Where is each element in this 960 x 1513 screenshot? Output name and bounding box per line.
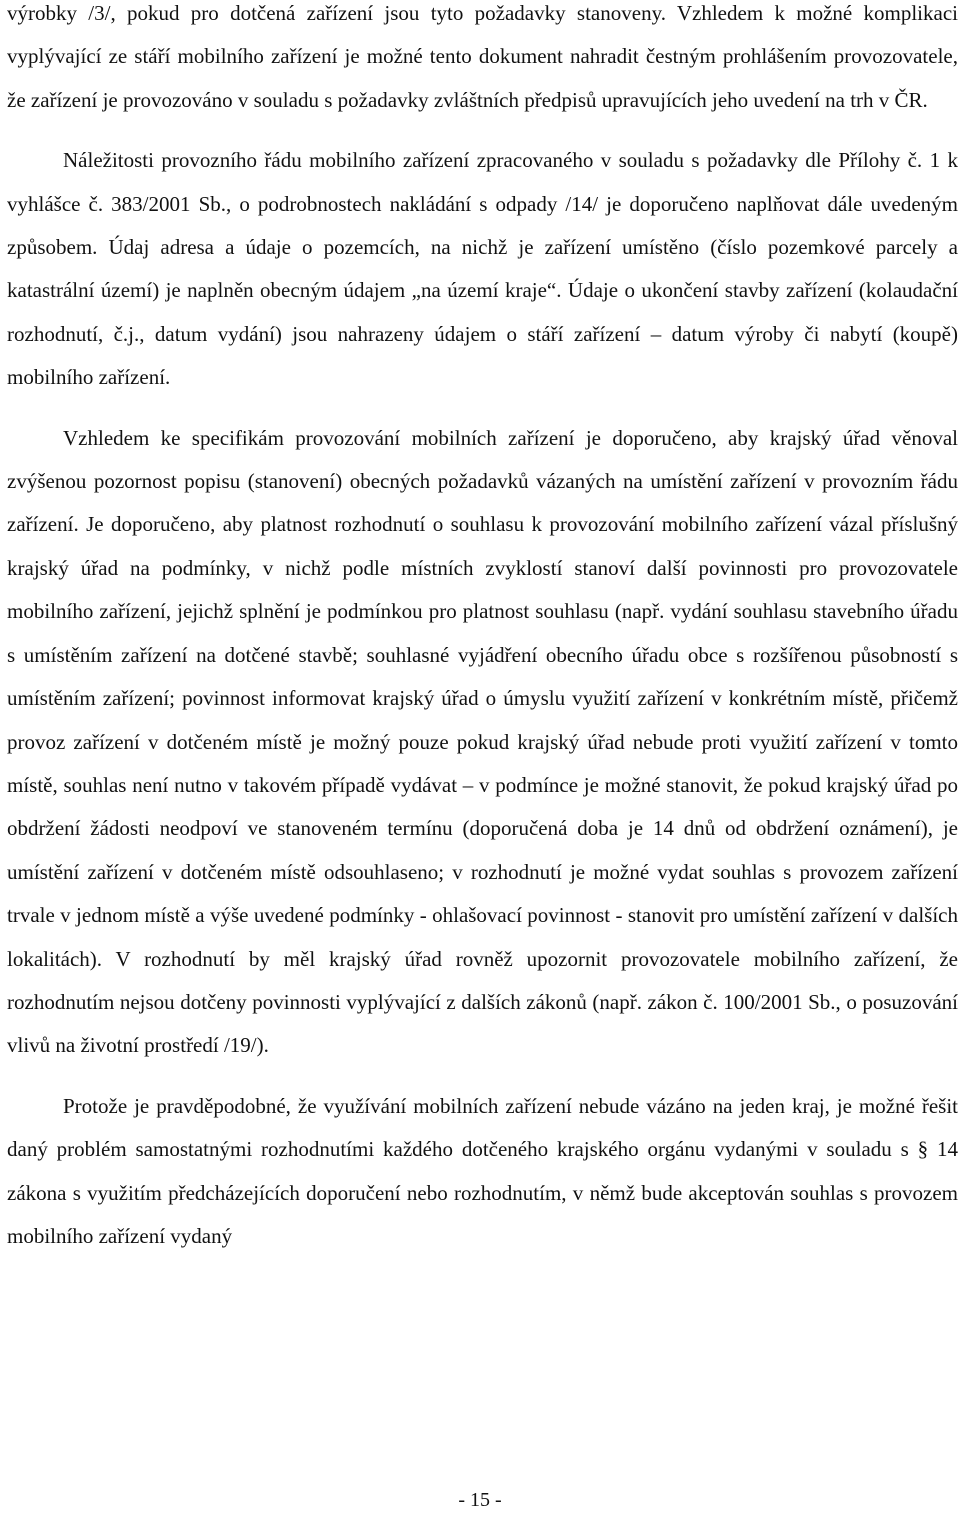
paragraph-operating-rules: Náležitosti provozního řádu mobilního zařízení zpracovaného v souladu s požadavky dle Přílohy č. 1 k vyhlášce č. 383/2001 Sb., o podrobnostech nakládání s odpady /14/ je doporučeno naplňovat dále uvedeným způsobem. Údaj adresa a údaje o pozemcích, na nichž je zařízení umístěno (číslo pozemkové parcely a katastrální území) je naplněn obecným údajem „na území kraje“. Údaje o ukončení stavby zařízení (kolaudační rozhodnutí, č.j., datum vydání) jsou nahrazeny údajem o stáří zařízení – datum výroby či nabytí (koupě) mobilního zařízení.: [7, 148, 958, 390]
page-number: - 15 -: [458, 1489, 502, 1511]
paragraph-mobile-specifics: Vzhledem ke specifikám provozování mobilních zařízení je doporučeno, aby krajský úřad věnoval zvýšenou pozornost popisu (stanovení) obecných požadavků vázaných na umístění zařízení v provozním řádu zařízení. Je doporučeno, aby platnost rozhodnutí o souhlasu k provozování mobilního zařízení vázal příslušný krajský úřad na podmínky, v nichž podle místních zvyklostí stanoví další povinnosti pro provozovatele mobilního zařízení, jejichž splnění je podmínkou pro platnost souhlasu (např. vydání souhlasu stavebního úřadu s umístěním zařízení na dotčené stavbě; souhlasné vyjádření obecního úřadu obce s rozšířenou působností s umístěním zařízení; povinnost informovat krajský úřad o úmyslu využití zařízení v konkrétním místě, přičemž provoz zařízení v dotčeném místě je možný pouze pokud krajský úřad nebude proti využití zařízení v tomto místě, souhlas není nutno v takovém případě vydávat – v podmínce je možné stanovit, že pokud krajský úřad po obdržení žádosti neodpoví ve stanoveném termínu (doporučená doba je 14 dnů od obdržení oznámení), je umístění zařízení v dotčeném místě odsouhlaseno; v rozhodnutí je možné vydat souhlas s provozem zařízení trvale v jednom místě a výše uvedené podmínky - ohlašovací povinnost - stanovit pro umístění zařízení v dalších lokalitách). V rozhodnutí by měl krajský úřad rovněž upozornit provozovatele mobilního zařízení, že rozhodnutím nejsou dotčeny povinnosti vyplývající z dalších zákonů (např. zákon č. 100/2001 Sb., o posuzování vlivů na životní prostředí /19/).: [7, 425, 958, 1058]
paragraph-multiple-regions: Protože je pravděpodobné, že využívání mobilních zařízení nebude vázáno na jeden kraj, je možné řešit daný problém samostatnými rozhodnutími každého dotčeného krajského orgánu vydanými v souladu s § 14 zákona s využitím předcházejících doporučení nebo rozhodnutím, v němž bude akceptován souhlas s provozem mobilního zařízení vydaný: [7, 1093, 958, 1248]
paragraph-continuation: výrobky /3/, pokud pro dotčená zařízení jsou tyto požadavky stanoveny. Vzhledem k možné komplikaci vyplývající ze stáří mobilního zařízení je možné tento dokument nahradit čestným prohlášením provozovatele, že zařízení je provozováno v souladu s požadavky zvláštních předpisů upravujících jeho uvedení na trh v ČR.: [7, 1, 958, 112]
document-body: [7, 0, 958, 1258]
